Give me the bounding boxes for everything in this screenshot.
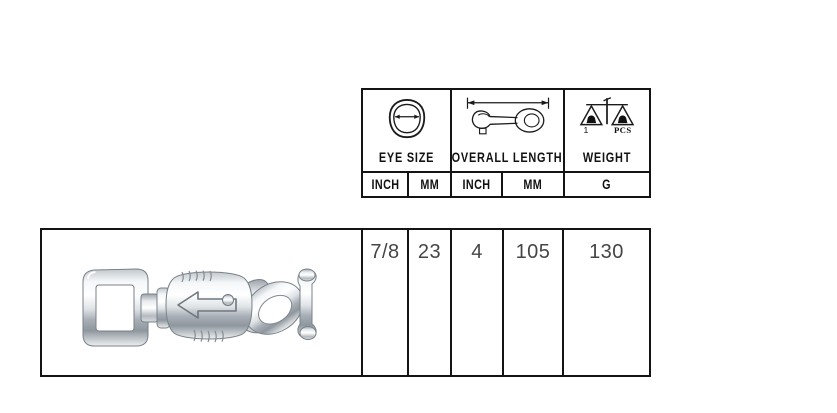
header-cell-weight: [565, 90, 649, 171]
header-cell-overall-length: [452, 90, 565, 171]
unit-cell-eye-inch: [363, 173, 409, 196]
unit-label: INCH: [462, 177, 491, 192]
unit-label: INCH: [371, 177, 399, 192]
value-overall-length-mm: 105: [502, 230, 562, 375]
overall-length-icon: [461, 95, 555, 145]
overall-length-label: OVERALL LENGTH: [452, 149, 563, 165]
swivel-panic-snap-image: [78, 258, 318, 350]
value-eye-size-mm: 23: [407, 230, 450, 375]
weight-icon-pcs-label: PCS: [613, 124, 632, 135]
spec-header-unit-row: [363, 173, 649, 196]
unit-label: MM: [523, 177, 543, 192]
release-button: [223, 295, 234, 306]
spec-data-row: [40, 228, 651, 377]
weight-label: WEIGHT: [582, 149, 632, 165]
value-overall-length-inch: 4: [450, 230, 502, 375]
unit-cell-length-mm: [503, 173, 565, 196]
weight-icon-qty-label: 1: [583, 124, 589, 135]
unit-label: G: [602, 177, 612, 192]
unit-label: MM: [420, 177, 439, 192]
value-weight-g: 130: [562, 230, 649, 375]
unit-cell-weight-g: [565, 173, 649, 196]
spec-header-table: [361, 88, 651, 198]
unit-cell-eye-mm: [409, 173, 452, 196]
spec-header-icon-row: [363, 90, 649, 173]
value-eye-size-inch: 7/8: [361, 230, 407, 375]
product-image-cell: [42, 230, 361, 375]
eye-size-label: EYE SIZE: [378, 149, 435, 165]
balance-scale-icon: [574, 95, 640, 143]
unit-cell-length-inch: [452, 173, 503, 196]
eye-size-icon: [387, 95, 427, 143]
